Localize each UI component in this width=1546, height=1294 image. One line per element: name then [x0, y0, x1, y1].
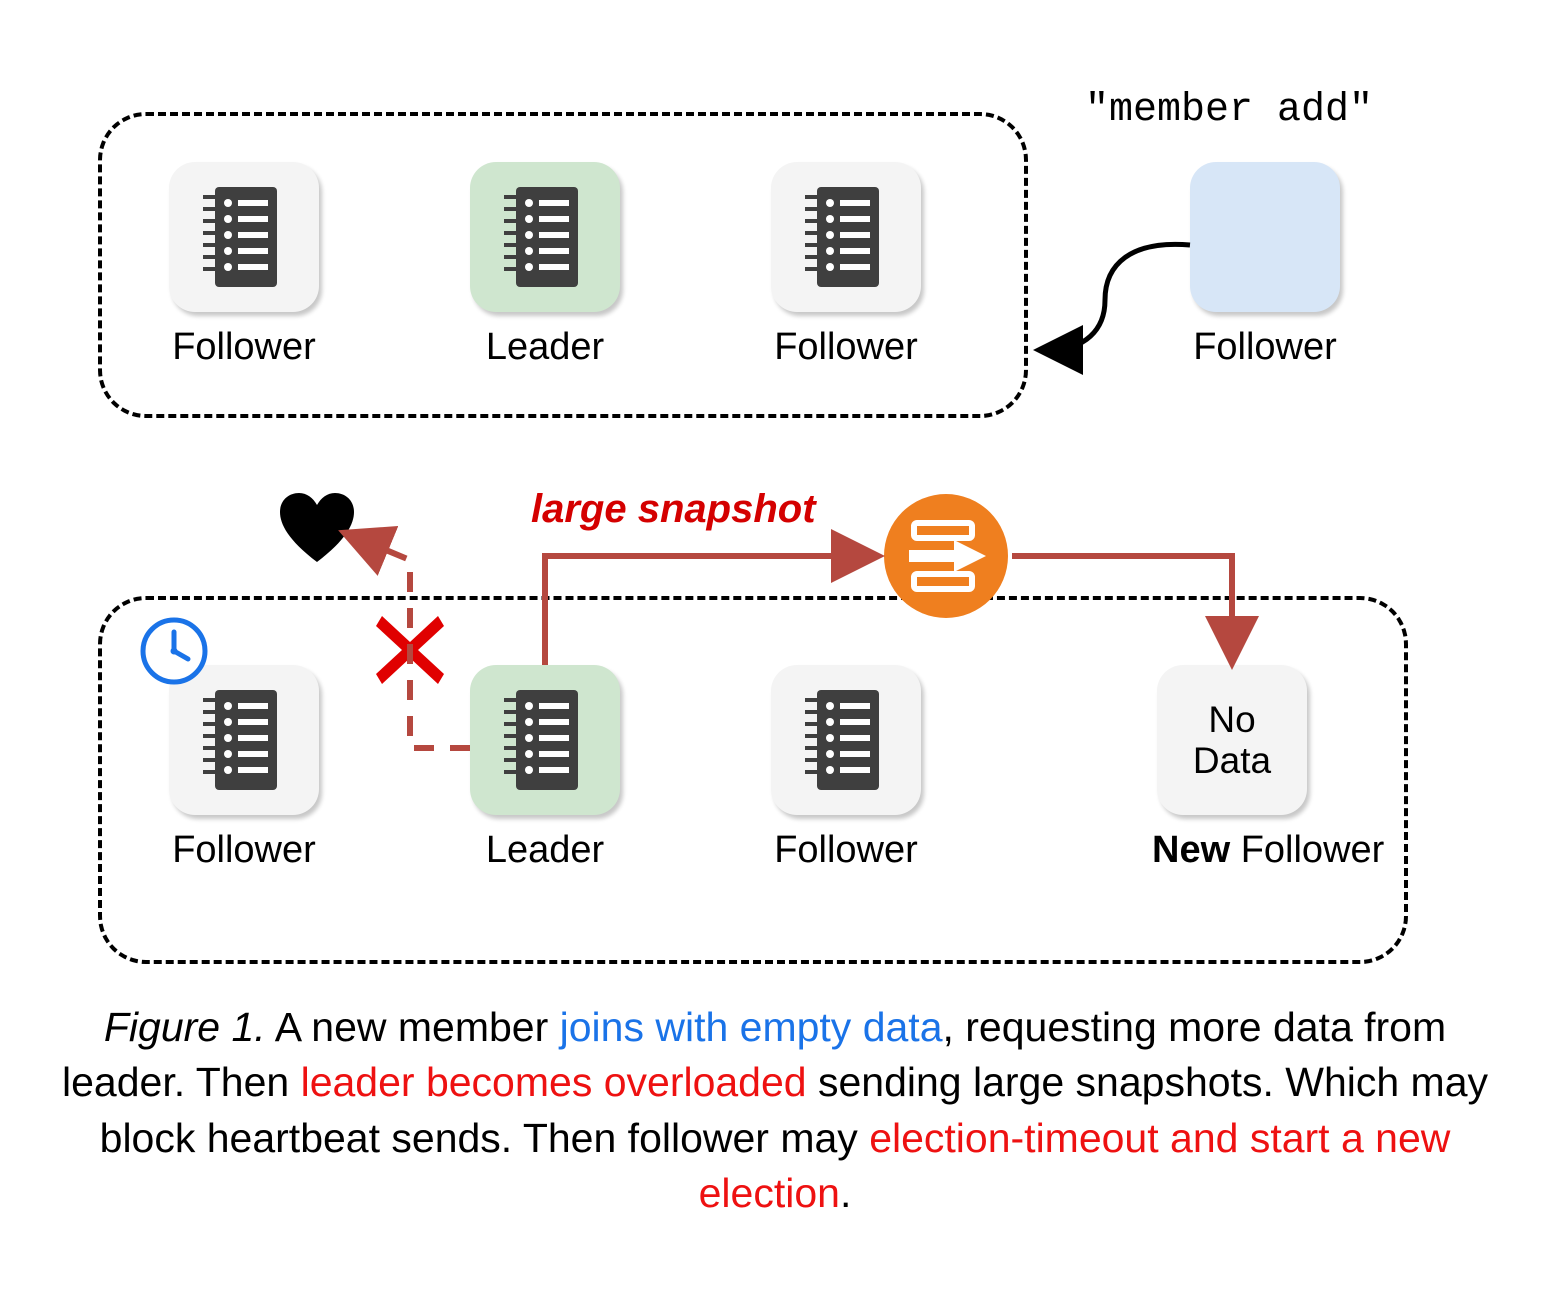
node-follower-top-2[interactable] — [766, 162, 926, 369]
caption-part-3: sending large snapshots. Which may block heartbeat sends. Then follower may — [99, 1059, 1488, 1161]
server-tile — [771, 665, 921, 815]
caption-part-4: . — [839, 1170, 852, 1217]
server-tile — [470, 665, 620, 815]
no-data-line-2: Data — [1192, 740, 1272, 781]
server-rack-icon — [201, 185, 287, 289]
member-add-command-label: "member add" — [1085, 88, 1374, 133]
heartbeat-icon — [278, 490, 356, 568]
node-label: Leader — [485, 829, 605, 871]
server-rack-icon — [502, 688, 588, 792]
node-label: Follower — [774, 829, 918, 871]
node-label: Follower — [172, 829, 316, 871]
node-new-follower[interactable] — [1152, 665, 1385, 872]
member-add-arrow — [1048, 244, 1190, 350]
node-label — [1152, 829, 1385, 872]
server-rack-icon — [502, 185, 588, 289]
caption-highlight-red-2: election-timeout and start a new election — [698, 1114, 1451, 1217]
node-label: Leader — [485, 326, 605, 368]
server-tile — [169, 665, 319, 815]
server-rack-icon — [803, 185, 889, 289]
node-label: Follower — [774, 326, 918, 368]
server-tile — [169, 162, 319, 312]
node-follower-bottom-1[interactable] — [164, 665, 324, 872]
no-data-line-1: No — [1208, 698, 1256, 740]
election-timeout-clock-icon — [138, 615, 210, 687]
server-tile — [470, 162, 620, 312]
caption-part-1: A new member — [265, 1004, 560, 1050]
caption-highlight-blue: joins with empty data — [559, 1004, 943, 1050]
snapshot-transfer-icon — [880, 490, 1012, 622]
node-joining-follower[interactable] — [1185, 162, 1345, 369]
server-rack-icon — [201, 688, 287, 792]
node-follower-bottom-2[interactable] — [766, 665, 926, 872]
server-rack-icon — [803, 688, 889, 792]
node-label: Follower — [1193, 326, 1337, 368]
figure-label: Figure 1. — [103, 1004, 266, 1050]
node-leader-top[interactable] — [465, 162, 625, 369]
no-data-tile — [1157, 665, 1307, 815]
node-follower-top-1[interactable] — [164, 162, 324, 369]
caption-part-2: , requesting more data from leader. Then — [62, 1004, 1447, 1106]
blocked-x-icon — [372, 612, 448, 688]
new-follower-prefix: New — [1152, 829, 1231, 871]
node-leader-bottom[interactable] — [465, 665, 625, 872]
large-snapshot-label: large snapshot — [531, 487, 816, 531]
server-tile — [771, 162, 921, 312]
empty-node-tile — [1190, 162, 1340, 312]
caption-highlight-red-1: leader becomes overloaded — [300, 1059, 807, 1106]
figure-caption — [60, 1000, 1490, 1221]
new-follower-suffix: Follower — [1230, 829, 1385, 871]
node-label: Follower — [172, 326, 316, 368]
